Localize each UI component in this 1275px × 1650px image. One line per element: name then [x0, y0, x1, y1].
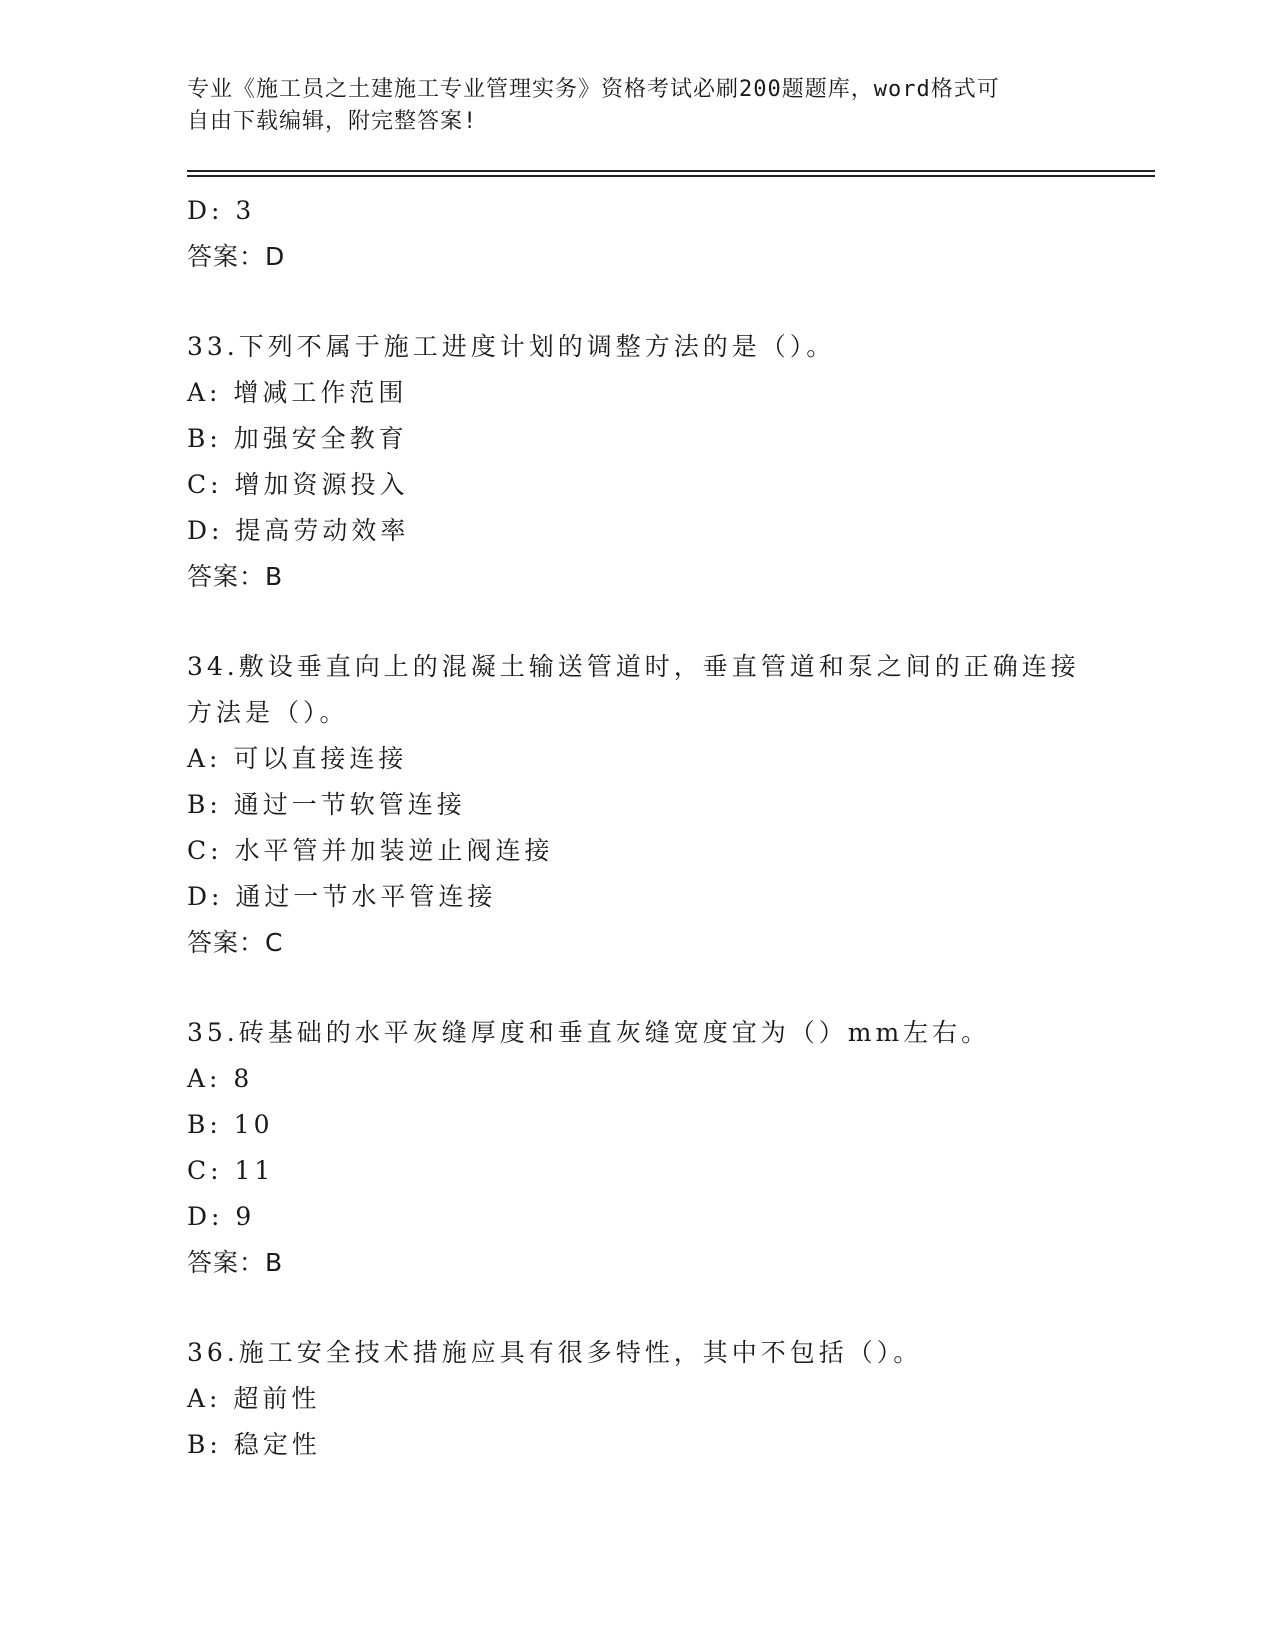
question-34	[187, 644, 1087, 966]
question-stem-line-2: 方法是（）。	[187, 698, 349, 727]
answer-line: 答案：D	[187, 242, 286, 271]
question-35	[187, 1010, 1087, 1286]
option-b: B: 稳定性	[187, 1430, 321, 1459]
answer-line: 答案：B	[187, 1248, 284, 1277]
option-c: C: 水平管并加装逆止阀连接	[187, 836, 554, 865]
question-list	[187, 188, 1087, 1468]
header-divider-bottom	[187, 175, 1155, 177]
option-d: D: 9	[187, 1202, 256, 1231]
option-d: D: 3	[187, 196, 256, 225]
option-b: B: 加强安全教育	[187, 424, 408, 453]
option-a: A: 增减工作范围	[187, 378, 408, 407]
option-b: B: 10	[187, 1110, 274, 1139]
previous-question-fragment	[187, 188, 1087, 280]
option-d: D: 通过一节水平管连接	[187, 882, 497, 911]
option-a: A: 超前性	[187, 1384, 321, 1413]
question-stem: 35.砖基础的水平灰缝厚度和垂直灰缝宽度宜为（）mm左右。	[187, 1018, 991, 1047]
answer-line: 答案：C	[187, 928, 284, 957]
option-c: C: 11	[187, 1156, 275, 1185]
option-c: C: 增加资源投入	[187, 470, 409, 499]
answer-line: 答案：B	[187, 562, 284, 591]
question-stem: 33.下列不属于施工进度计划的调整方法的是（）。	[187, 332, 836, 361]
question-stem: 36.施工安全技术措施应具有很多特性，其中不包括（）。	[187, 1338, 923, 1367]
question-stem-line-1: 34.敷设垂直向上的混凝土输送管道时，垂直管道和泵之间的正确连接	[187, 652, 1080, 681]
question-36	[187, 1330, 1087, 1468]
option-d: D: 提高劳动效率	[187, 516, 410, 545]
option-a: A: 8	[187, 1064, 254, 1093]
header-divider-top	[187, 170, 1155, 172]
option-a: A: 可以直接连接	[187, 744, 408, 773]
header-line-2: 自由下载编辑，附完整答案!	[187, 109, 478, 134]
option-b: B: 通过一节软管连接	[187, 790, 466, 819]
header-line-1: 专业《施工员之土建施工专业管理实务》资格考试必刷200题题库，word格式可	[187, 77, 1000, 102]
document-header	[187, 74, 1087, 138]
question-33	[187, 324, 1087, 600]
